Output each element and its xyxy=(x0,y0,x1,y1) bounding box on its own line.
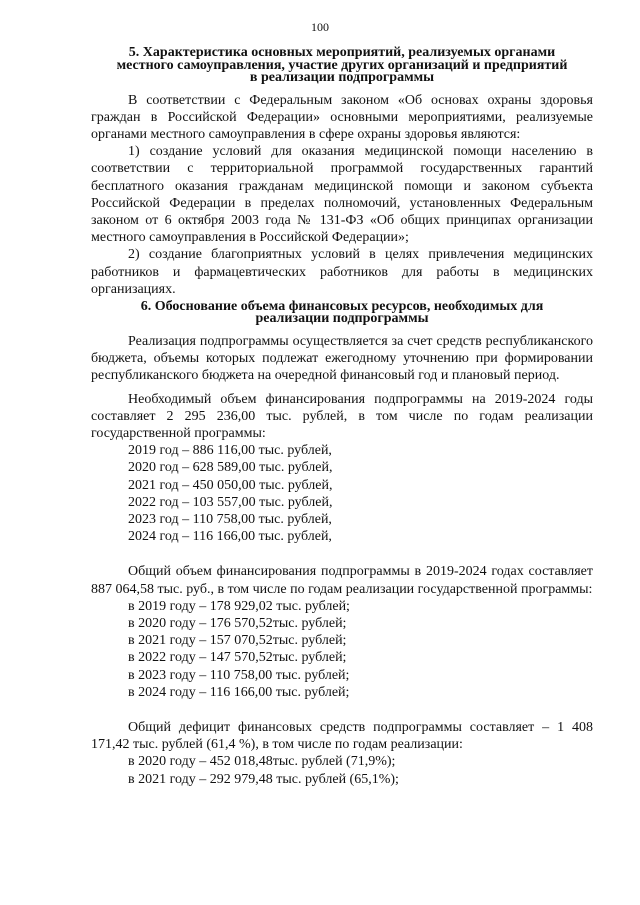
list-item: в 2023 году – 110 758,00 тыс. рублей; xyxy=(128,667,350,683)
list-item: 2020 год – 628 589,00 тыс. рублей, xyxy=(128,460,333,476)
section-6-heading xyxy=(91,298,593,327)
paragraph: Общий дефицит финансовых средств подпрограммы составляет – 1 408 171,42 тыс. рублей (61,4 %), в том числе по годам реализации: xyxy=(91,720,593,753)
list-item: в 2020 году – 176 570,52тыс. рублей; xyxy=(128,615,347,631)
paragraph: Общий объем финансирования подпрограммы в 2019-2024 годах составляет 887 064,58 тыс. руб., в том числе по годам реализации государственной программы: xyxy=(91,564,593,597)
required-by-year-list xyxy=(91,442,593,545)
list-item: в 2024 году – 116 166,00 тыс. рублей; xyxy=(128,684,350,700)
section-5-heading xyxy=(91,47,593,85)
paragraph: Реализация подпрограммы осуществляется за счет средств республиканского бюджета, объемы которых подлежат ежегодному уточнению при формировании республиканского бюджета на очередной финансовый год и плановый период. xyxy=(91,333,593,384)
list-item: 2022 год – 103 557,00 тыс. рублей, xyxy=(128,494,333,510)
heading-line: местного самоуправления, участие других организаций и предприятий xyxy=(116,57,568,73)
heading-line: 5. Характеристика основных мероприятий, реализуемых органами xyxy=(128,45,556,60)
list-item: в 2021 году – 292 979,48 тыс. рублей (65,1%); xyxy=(128,771,399,787)
document-body xyxy=(91,47,593,788)
heading-line: в реализации подпрограммы xyxy=(249,70,435,85)
paragraph: 2) создание благоприятных условий в целях привлечения медицинских работников и фармацевтических работников для работы в медицинских организациях. xyxy=(91,247,593,297)
heading-line: 6. Обоснование объема финансовых ресурсов, необходимых для xyxy=(140,298,544,314)
paragraph: В соответствии с Федеральным законом «Об основах охраны здоровья граждан в Российской Федерации» основными мероприятиями, реализуемые органами местного самоуправления в сфере охраны здоровья являются: xyxy=(91,92,593,142)
paragraph: Необходимый объем финансирования подпрограммы на 2019-2024 годы составляет 2 295 236,00 тыс. рублей, в том числе по годам реализации государственной программы: xyxy=(91,391,593,441)
list-item: 2019 год – 886 116,00 тыс. рублей, xyxy=(128,443,332,459)
page-number: 100 xyxy=(311,20,329,34)
deficit-by-year-list xyxy=(91,753,593,787)
funding-by-year-list xyxy=(91,598,593,701)
list-item: в 2020 году – 452 018,48тыс. рублей (71,9%); xyxy=(128,754,396,770)
list-item: 2021 год – 450 050,00 тыс. рублей, xyxy=(128,477,333,493)
list-item: 2023 год – 110 758,00 тыс. рублей, xyxy=(128,511,332,527)
list-item: в 2019 году – 178 929,02 тыс. рублей; xyxy=(128,598,350,614)
heading-line: реализации подпрограммы xyxy=(255,311,429,327)
list-item: в 2022 году – 147 570,52тыс. рублей; xyxy=(128,650,347,666)
list-item: 2024 год – 116 166,00 тыс. рублей, xyxy=(128,529,332,545)
paragraph: 1) создание условий для оказания медицинской помощи населению в соответствии с территориальной программой государственных гарантий бесплатного оказания гражданам медицинской помощи и законом субъекта Российской Федерации в пределах полномочий, установленных Федеральным законом от 6 октября 2003 года № 131-ФЗ «Об общих принципах организации местного самоуправления в Российской Федерации»; xyxy=(91,144,593,246)
list-item: в 2021 году – 157 070,52тыс. рублей; xyxy=(128,633,347,649)
